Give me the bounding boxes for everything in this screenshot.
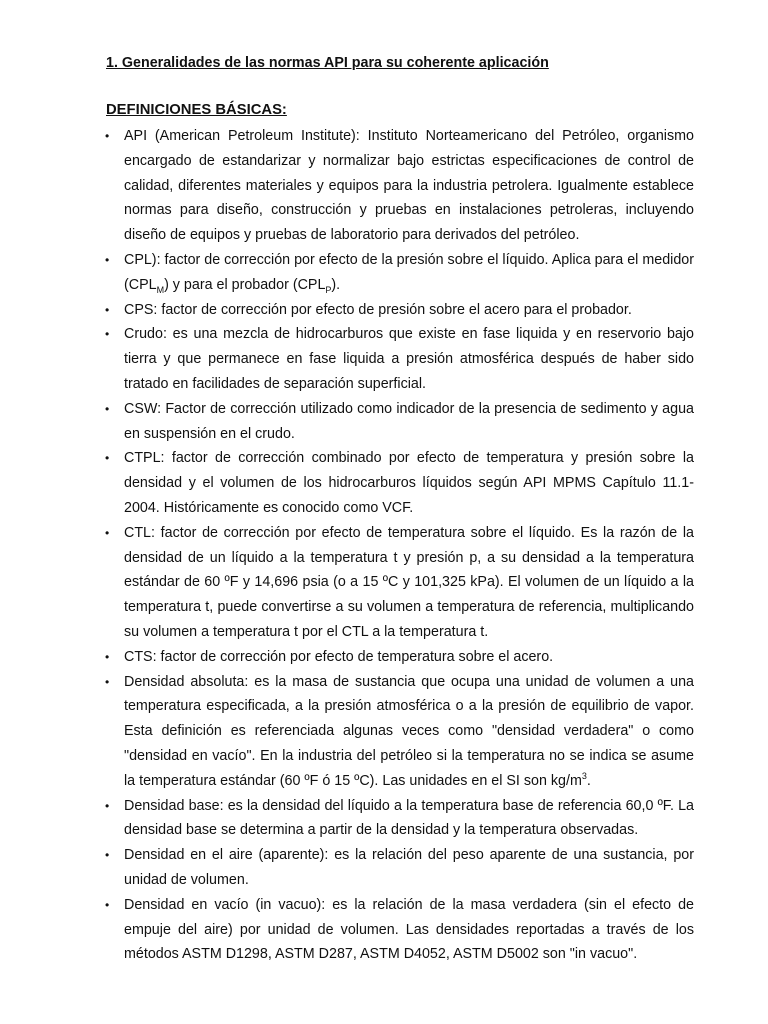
definition-text: API (American Petroleum Institute): Instituto Norteamericano del Petróleo, organismo encargado de estandarizar y normalizar bajo estrictas especificaciones de control de calidad, diferentes materiales y equipos para la industria petrolera. Igualmente establece normas para diseño, construcción y pruebas en instalaciones petroleras, incluyendo diseño de equipos y pruebas de laboratorio para derivados del petróleo. [124,128,694,244]
subscript-p: P [325,284,332,295]
definition-text: Densidad base: es la densidad del líquido a la temperatura base de referencia 60,0 ºF. La densidad base se determina a partir de la densidad y la temperatura observadas. [124,797,694,839]
definition-csw [105,397,694,447]
definition-ctpl [105,446,694,520]
definition-text: CPS: factor de corrección por efecto de presión sobre el acero para el probador. [124,301,632,318]
definition-text: CTPL: factor de corrección combinado por efecto de temperatura y presión sobre la densidad y el volumen de los hidrocarburos líquidos según API MPMS Capítulo 11.1-2004. Históricamente es conocido como VCF. [124,450,694,516]
definition-text: CTS: factor de corrección por efecto de temperatura sobre el acero. [124,648,554,665]
definition-text: ) y para el probador (CPL [164,276,326,293]
bullet-icon: • [105,649,110,664]
definition-densidad-aire [105,843,694,893]
definition-text: ). [331,276,341,293]
definition-api [105,124,694,248]
section-heading: 1. Generalidades de las normas API para su coherente aplicación [106,55,549,71]
definition-text: Crudo: es una mezcla de hidrocarburos que existe en fase liquida y en reservorio bajo tierra y que permanece en fase liquida a presión atmosférica después de haber sido tratado en facilidades de separación superficial. [124,326,694,392]
definition-text: Densidad en el aire (aparente): es la relación del peso aparente de una sustancia, por unidad de volumen. [124,847,694,888]
definition-text: CPL): factor de corrección por efecto de la presión sobre el líquido. Aplica para el medidor (CPL [124,251,694,293]
definition-cpl [105,248,694,298]
bullet-icon: • [105,302,110,317]
bullet-icon: • [105,525,110,540]
definition-text: CTL: factor de corrección por efecto de temperatura sobre el líquido. Es la razón de la densidad de un líquido a la temperatura t y presión p, a su densidad a la temperatura estándar de 60 ºF y 14,696 psia (o a 15 ºC y 101,325 kPa). El volumen de un líquido a la temperatura t, puede convertirse a su volumen a temperatura de referencia, multiplicando su volumen a temperatura t por el CTL a la temperatura t. [124,524,694,640]
bullet-icon: • [105,848,110,863]
definition-text: . [586,772,591,789]
definition-crudo [105,322,694,396]
definition-cts [105,645,694,670]
definition-densidad-vacio [105,893,694,967]
bullet-icon: • [105,252,110,267]
definitions-subheading: DEFINICIONES BÁSICAS: [106,102,287,118]
definition-text: Densidad absoluta: es la masa de sustancia que ocupa una unidad de volumen a una temperatura especificada, a la presión atmosférica o a la presión de equilibrio de vapor. Esta definición es referenciada algunas veces como "densidad verdadera" o como "densidad en vacío". En la industria del petróleo si la temperatura no se indica se asume la temperatura estándar (60 ºF ó 15 ºC). Las unidades en el SI son kg/m [124,673,694,789]
superscript-3: 3 [581,770,587,781]
bullet-icon: • [105,327,110,342]
bullet-icon: • [105,897,110,912]
bullet-icon: • [105,401,110,416]
bullet-icon: • [105,798,110,813]
definition-ctl [105,521,694,645]
definition-text: CSW: Factor de corrección utilizado como indicador de la presencia de sedimento y agua en suspensión en el crudo. [124,400,694,442]
bullet-icon: • [105,129,110,143]
definition-text: Densidad en vacío (in vacuo): es la relación de la masa verdadera (sin el efecto de empuje del aire) por unidad de volumen. Las densidades reportadas a través de los métodos ASTM D1298, ASTM D287, ASTM D4052, ASTM D5002 son "in vacuo". [124,896,694,963]
definition-densidad-base [105,794,694,844]
definitions-list [105,124,694,967]
definition-densidad-absoluta [105,670,694,794]
subscript-m: M [156,284,165,295]
bullet-icon: • [105,674,110,689]
bullet-icon: • [105,451,110,466]
definition-cps [105,298,694,323]
